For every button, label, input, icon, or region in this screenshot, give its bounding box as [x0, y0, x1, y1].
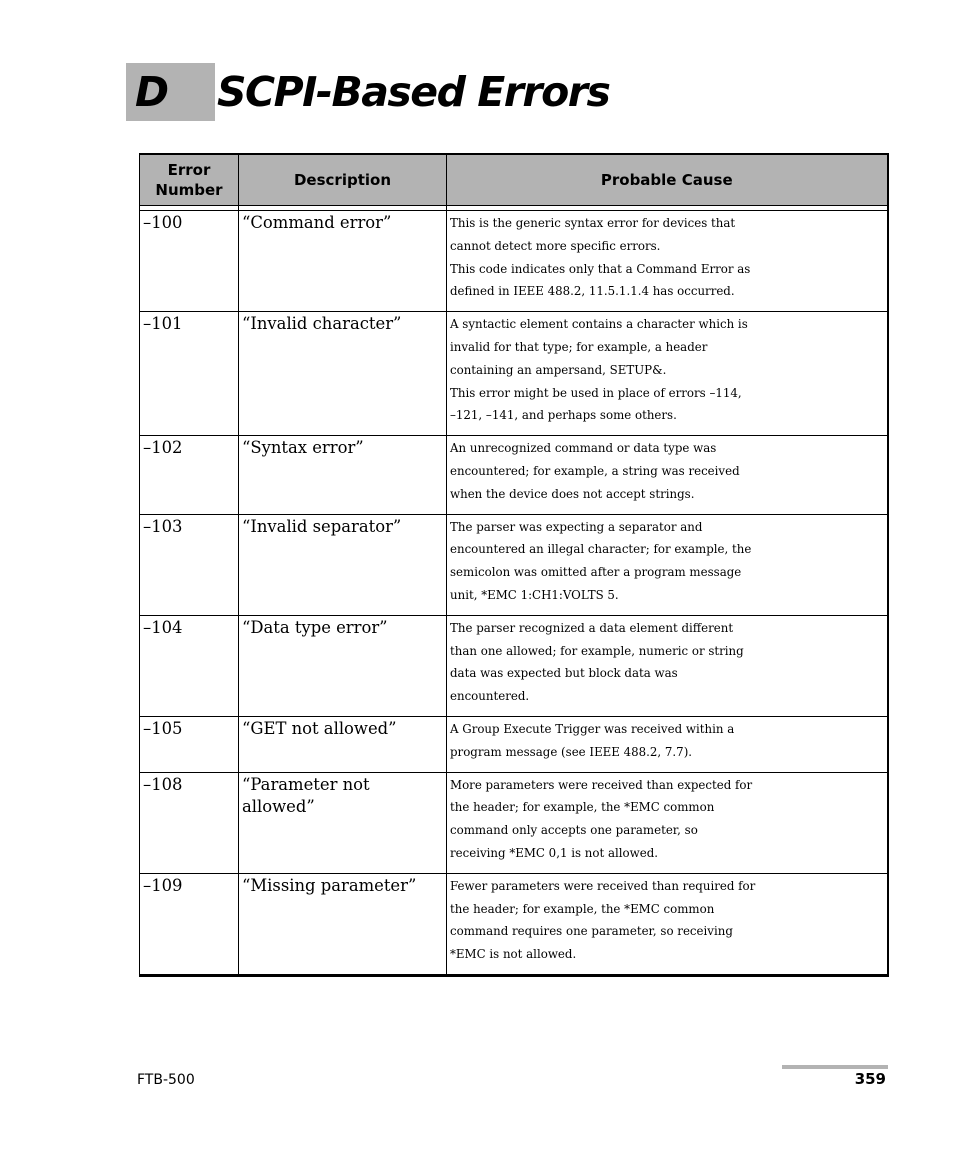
probable-cause-line: command only accepts one parameter, so [450, 823, 698, 838]
description-cell: “Invalid character” [239, 312, 447, 436]
probable-cause-line: A Group Execute Trigger was received within a [450, 721, 735, 736]
error-number-cell: –102 [140, 436, 239, 514]
probable-cause-line: program message (see IEEE 488.2, 7.7). [450, 744, 693, 759]
table-row [140, 436, 888, 514]
probable-cause-line: A syntactic element contains a character which is [450, 317, 748, 332]
probable-cause-line: *EMC is not allowed. [450, 947, 577, 962]
probable-cause-line: when the device does not accept strings. [450, 486, 695, 501]
probable-cause-line: unit, *EMC 1:CH1:VOLTS 5. [450, 587, 619, 602]
error-number-cell: –103 [140, 514, 239, 615]
probable-cause-line: The parser was expecting a separator and [450, 519, 703, 534]
probable-cause-cell [447, 772, 888, 873]
probable-cause-line: data was expected but block data was [450, 666, 678, 681]
probable-cause-line: Fewer parameters were received than required for [450, 878, 756, 893]
probable-cause-line: The parser recognized a data element different [450, 620, 734, 635]
header-description: Description [239, 154, 447, 206]
probable-cause-cell [447, 436, 888, 514]
probable-cause-cell [447, 615, 888, 716]
probable-cause-line: This code indicates only that a Command Error as [450, 261, 751, 276]
probable-cause-cell [447, 873, 888, 975]
error-number-cell: –109 [140, 873, 239, 975]
errors-table [139, 153, 889, 977]
table-body [140, 206, 888, 976]
probable-cause-line: the header; for example, the *EMC common [450, 800, 715, 815]
header-probable-cause: Probable Cause [447, 154, 888, 206]
probable-cause-line: semicolon was omitted after a program message [450, 565, 742, 580]
description-cell: “Invalid separator” [239, 514, 447, 615]
probable-cause-line: cannot detect more specific errors. [450, 238, 661, 253]
table-row [140, 615, 888, 716]
probable-cause-line: invalid for that type; for example, a header [450, 339, 708, 354]
table-row [140, 514, 888, 615]
probable-cause-line: encountered; for example, a string was received [450, 463, 740, 478]
probable-cause-line: More parameters were received than expected for [450, 777, 753, 792]
error-number-cell: –101 [140, 312, 239, 436]
table-header-row [140, 154, 888, 206]
probable-cause-line: This is the generic syntax error for devices that [450, 216, 736, 230]
probable-cause-line: An unrecognized command or data type was [450, 441, 717, 456]
error-number-cell: –100 [140, 211, 239, 312]
description-cell: “GET not allowed” [239, 716, 447, 772]
probable-cause-cell [447, 716, 888, 772]
description-cell: “Missing parameter” [239, 873, 447, 975]
probable-cause-cell [447, 312, 888, 436]
probable-cause-line: than one allowed; for example, numeric or string [450, 643, 744, 658]
table-row [140, 873, 888, 975]
error-number-cell: –108 [140, 772, 239, 873]
chapter-letter: D [135, 68, 169, 116]
probable-cause-line: the header; for example, the *EMC common [450, 901, 715, 916]
table-row [140, 716, 888, 772]
page-number: 359 [854, 1070, 886, 1088]
table-row [140, 312, 888, 436]
error-number-cell: –104 [140, 615, 239, 716]
probable-cause-line: This error might be used in place of errors –114, [450, 385, 742, 400]
description-cell: “Data type error” [239, 615, 447, 716]
page-title: SCPI-Based Errors [217, 68, 610, 116]
header-error-number: Error Number [140, 154, 239, 206]
probable-cause-line: encountered. [450, 689, 530, 704]
description-cell: “Command error” [239, 211, 447, 312]
probable-cause-line: command requires one parameter, so receiving [450, 924, 733, 939]
error-number-cell: –105 [140, 716, 239, 772]
probable-cause-line: –121, –141, and perhaps some others. [450, 408, 677, 423]
description-cell: “Syntax error” [239, 436, 447, 514]
probable-cause-line: defined in IEEE 488.2, 11.5.1.1.4 has occurred. [450, 284, 735, 299]
probable-cause-line: containing an ampersand, SETUP&. [450, 362, 667, 377]
table-row [140, 772, 888, 873]
probable-cause-line: encountered an illegal character; for example, the [450, 542, 752, 557]
probable-cause-cell [447, 211, 888, 312]
table-row [140, 211, 888, 312]
description-cell: “Parameter not allowed” [239, 772, 447, 873]
probable-cause-cell [447, 514, 888, 615]
footer-product: FTB-500 [137, 1072, 195, 1088]
probable-cause-line: receiving *EMC 0,1 is not allowed. [450, 845, 659, 860]
